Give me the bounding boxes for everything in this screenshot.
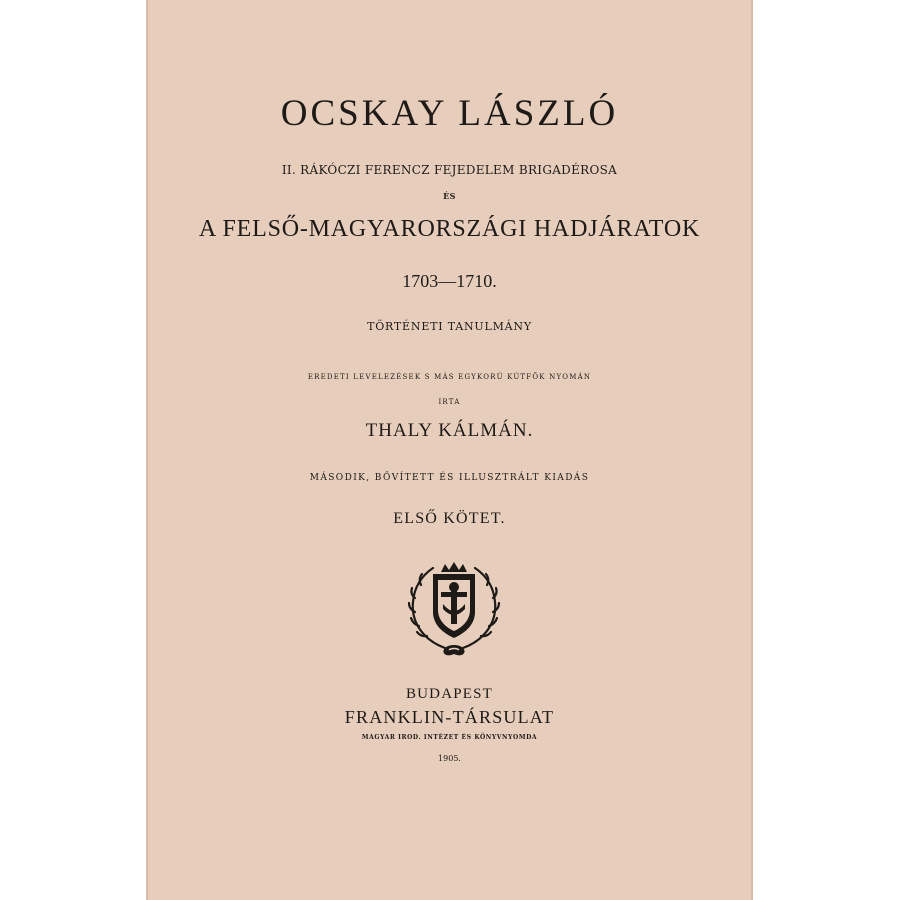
- book-title-second: A FELSŐ-MAGYARORSZÁGI HADJÁRATOK: [198, 216, 701, 242]
- publisher-emblem-icon: [405, 560, 503, 660]
- imprint-press: MAGYAR IROD. INTÉZET ÉS KÖNYVNYOMDA: [361, 734, 538, 741]
- imprint-publisher: FRANKLIN-TÁRSULAT: [344, 707, 555, 727]
- volume-label: ELSŐ KÖTET.: [393, 510, 506, 527]
- conjunction: ÉS: [443, 191, 456, 201]
- years-range: 1703—1710.: [402, 271, 497, 291]
- by-label: IRTA: [438, 398, 461, 406]
- edition-line: MÁSODIK, BŐVÍTETT ÉS ILLUSZTRÁLT KIADÁS: [309, 473, 590, 483]
- book-cover: [146, 0, 753, 900]
- book-subtitle: II. RÁKÓCZI FERENCZ FEJEDELEM BRIGADÉROSA: [281, 163, 618, 177]
- book-title: OCSKAY LÁSZLÓ: [280, 93, 619, 134]
- imprint-year: 1905.: [438, 754, 461, 763]
- sources-line: EREDETI LEVELEZÉSEK S MÁS EGYKORÚ KÚTFŐK NYOMÁN: [307, 373, 592, 381]
- genre-label: TÖRTÉNETI TANULMÁNY: [367, 320, 532, 333]
- author-name: THALY KÁLMÁN.: [365, 420, 534, 441]
- imprint-city: BUDAPEST: [405, 686, 494, 702]
